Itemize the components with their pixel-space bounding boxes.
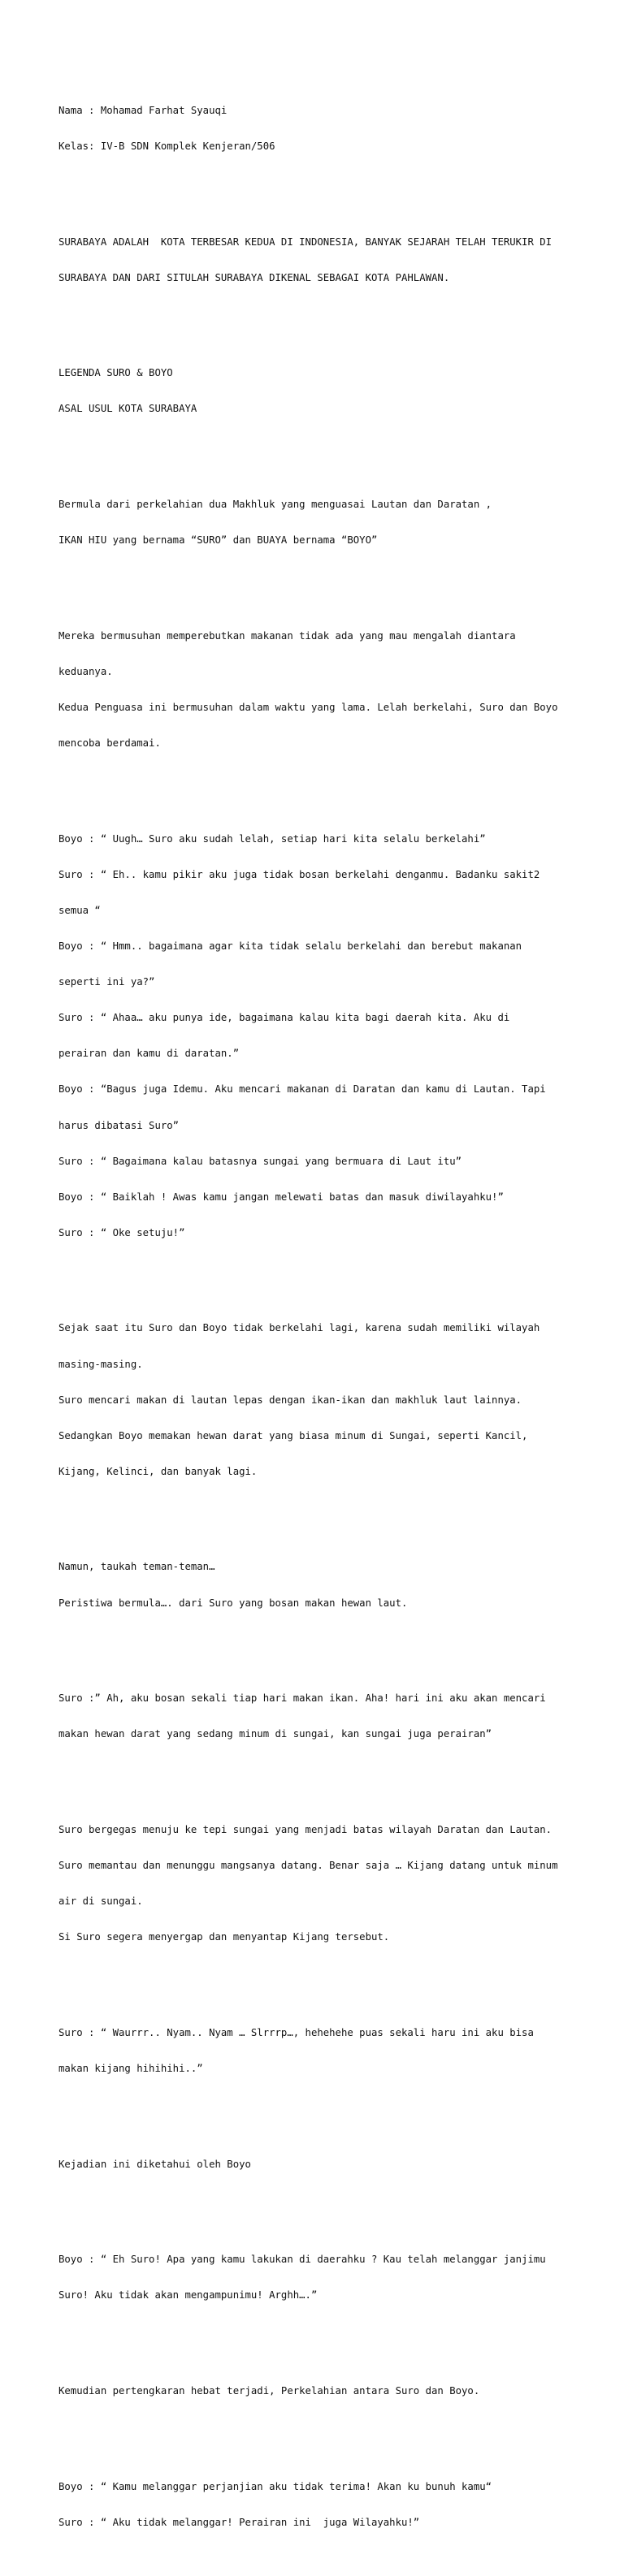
text-line: SURABAYA ADALAH KOTA TERBESAR KEDUA DI INDONESIA, BANYAK SEJARAH TELAH TERUKIR DI: [58, 236, 552, 248]
dialogue-line: Boyo : “Bagus juga Idemu. Aku mencari makanan di Daratan dan kamu di Lautan. Tapi: [58, 1083, 546, 1096]
text-line: Si Suro segera menyergap dan menyantap Kijang tersebut.: [58, 1931, 390, 1943]
dialogue-line: Boyo : “ Kamu melanggar perjanjian aku tidak terima! Akan ku bunuh kamu“: [58, 2480, 492, 2492]
text-line: Peristiwa bermula…. dari Suro yang bosan makan hewan laut.: [58, 1597, 408, 1609]
story-paragraph: [58, 2362, 611, 2422]
text-line: keduanya.: [58, 665, 113, 677]
dialogue-line: Suro : “ Ahaa… aku punya ide, bagaimana kalau kita bagi daerah kita. Aku di: [58, 1012, 510, 1024]
document-page: [58, 57, 611, 2576]
dialogue-line: Suro : “ Aku tidak melanggar! Perairan ini juga Wilayahku!”: [58, 2516, 420, 2528]
dialogue-block: [58, 1669, 611, 1765]
dialogue-line: Boyo : “ Baiklah ! Awas kamu jangan melewati batas dan masuk diwilayahku!”: [58, 1191, 504, 1203]
dialogue-block: [58, 2230, 611, 2326]
story-paragraph: [58, 1299, 611, 1502]
dialogue-line: Suro! Aku tidak akan mengampunimu! Arghh….”: [58, 2289, 318, 2302]
story-paragraph: [58, 1800, 611, 1968]
text-line: Mereka bermusuhan memperebutkan makanan tidak ada yang mau mengalah diantara: [58, 629, 516, 642]
story-paragraph: [58, 2134, 611, 2194]
text-line: Kedua Penguasa ini bermusuhan dalam waktu yang lama. Lelah berkelahi, Suro dan Boyo: [58, 701, 558, 713]
text-line: masing-masing.: [58, 1358, 143, 1370]
dialogue-block: [58, 809, 611, 1263]
dialogue-line: Suro : “ Oke setuju!”: [58, 1226, 185, 1238]
text-line: Bermula dari perkelahian dua Makhluk yang menguasai Lautan dan Daratan ,: [58, 498, 492, 510]
text-line: Kemudian pertengkaran hebat terjadi, Perkelahian antara Suro dan Boyo.: [58, 2384, 480, 2397]
student-class: Kelas: IV-B SDN Komplek Kenjeran/506: [58, 140, 275, 152]
text-line: Suro mencari makan di lautan lepas dengan ikan-ikan dan makhluk laut lainnya.: [58, 1394, 522, 1406]
dialogue-line: perairan dan kamu di daratan.”: [58, 1048, 240, 1060]
dialogue-line: seperti ini ya?”: [58, 976, 155, 988]
story-paragraph: [58, 606, 611, 773]
story-title: [58, 344, 611, 439]
text-line: Namun, taukah teman-teman…: [58, 1561, 215, 1573]
dialogue-line: Suro : “ Eh.. kamu pikir aku juga tidak bosan berkelahi denganmu. Badanku sakit2: [58, 868, 540, 880]
story-paragraph: [58, 475, 611, 571]
dialogue-line: semua “: [58, 904, 101, 916]
dialogue-line: Suro :” Ah, aku bosan sekali tiap hari makan ikan. Aha! hari ini aku akan mencari: [58, 1692, 546, 1705]
text-line: Kejadian ini diketahui oleh Boyo: [58, 2158, 251, 2170]
dialogue-line: harus dibatasi Suro”: [58, 1119, 180, 1131]
dialogue-block: [58, 2457, 611, 2552]
text-line: Suro memantau dan menunggu mangsanya datang. Benar saja … Kijang datang untuk minum: [58, 1860, 558, 1872]
dialogue-block: [58, 2003, 611, 2098]
dialogue-line: Suro : “ Bagaimana kalau batasnya sungai yang bermuara di Laut itu”: [58, 1155, 462, 1167]
title-line: LEGENDA SURO & BOYO: [58, 367, 173, 379]
dialogue-line: Boyo : “ Eh Suro! Apa yang kamu lakukan di daerahku ? Kau telah melanggar janjimu: [58, 2254, 546, 2266]
student-info: [58, 80, 611, 176]
subtitle-line: ASAL USUL KOTA SURABAYA: [58, 403, 197, 415]
dialogue-line: Suro : “ Waurrr.. Nyam.. Nyam … Slrrrp…, hehehehe puas sekali haru ini aku bisa: [58, 2026, 534, 2038]
text-line: SURABAYA DAN DARI SITULAH SURABAYA DIKENAL SEBAGAI KOTA PAHLAWAN.: [58, 271, 450, 283]
dialogue-line: makan hewan darat yang sedang minum di sungai, kan sungai juga perairan”: [58, 1728, 492, 1740]
intro-paragraph: [58, 212, 611, 308]
text-line: Kijang, Kelinci, dan banyak lagi.: [58, 1465, 258, 1477]
text-line: air di sungai.: [58, 1895, 143, 1908]
dialogue-line: Boyo : “ Hmm.. bagaimana agar kita tidak selalu berkelahi dan berebut makanan: [58, 940, 522, 952]
dialogue-line: Boyo : “ Uugh… Suro aku sudah lelah, setiap hari kita selalu berkelahi”: [58, 832, 486, 845]
text-line: IKAN HIU yang bernama “SURO” dan BUAYA bernama “BOYO”: [58, 534, 378, 547]
text-line: Suro bergegas menuju ke tepi sungai yang menjadi batas wilayah Daratan dan Lautan.: [58, 1823, 552, 1835]
text-line: mencoba berdamai.: [58, 737, 161, 750]
student-name: Nama : Mohamad Farhat Syauqi: [58, 104, 228, 116]
text-line: Sedangkan Boyo memakan hewan darat yang biasa minum di Sungai, seperti Kancil,: [58, 1429, 528, 1441]
dialogue-line: makan kijang hihihihi..”: [58, 2062, 203, 2074]
text-line: Sejak saat itu Suro dan Boyo tidak berkelahi lagi, karena sudah memiliki wilayah: [58, 1322, 540, 1334]
story-paragraph: [58, 1537, 611, 1633]
